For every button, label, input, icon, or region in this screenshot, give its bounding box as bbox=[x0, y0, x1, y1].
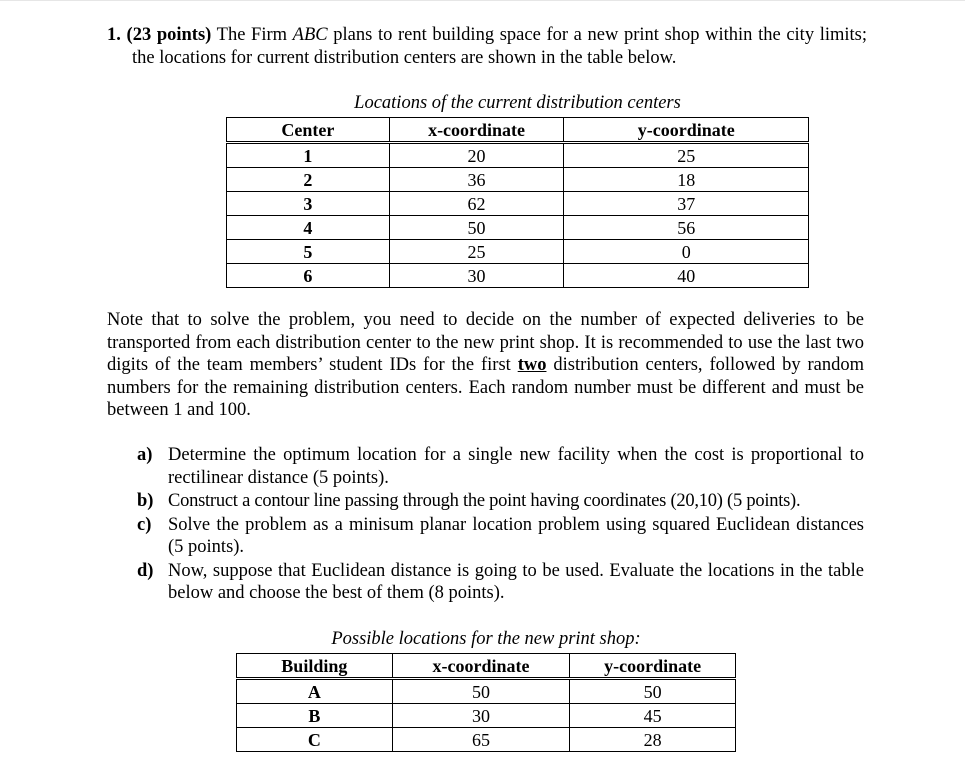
building-id: A bbox=[237, 679, 393, 704]
centers-header-y: y-coordinate bbox=[564, 118, 809, 143]
centers-table-header-row bbox=[227, 118, 809, 143]
centers-header-x: x-coordinate bbox=[389, 118, 564, 143]
list-item bbox=[137, 514, 864, 559]
question-parts bbox=[137, 444, 864, 606]
table-row bbox=[227, 168, 809, 192]
table-row bbox=[227, 216, 809, 240]
note-text-b: distribution centers, followed by random numbers for the remaining distribution centers. Each random number must be different and must be between 1 and 100. bbox=[107, 355, 864, 420]
centers-table-caption: Locations of the current distribution centers bbox=[354, 93, 681, 113]
building-x: 50 bbox=[392, 679, 570, 704]
list-item bbox=[137, 444, 864, 489]
center-y: 37 bbox=[564, 192, 809, 216]
table-row bbox=[237, 679, 736, 704]
center-id: 4 bbox=[227, 216, 390, 240]
part-text: Construct a contour line passing through the point having coordinates (20,10) (5 points). bbox=[168, 491, 801, 511]
part-label: c) bbox=[137, 514, 152, 535]
part-text: Determine the optimum location for a single new facility when the cost is proportional to rectilinear distance (5 points). bbox=[168, 445, 864, 488]
list-item bbox=[137, 560, 864, 605]
center-id: 2 bbox=[227, 168, 390, 192]
center-x: 20 bbox=[389, 143, 564, 168]
table-row bbox=[237, 728, 736, 752]
center-x: 36 bbox=[389, 168, 564, 192]
table-row bbox=[227, 264, 809, 288]
center-x: 50 bbox=[389, 216, 564, 240]
center-x: 30 bbox=[389, 264, 564, 288]
part-text: Now, suppose that Euclidean distance is going to be used. Evaluate the locations in the table below and choose the best of them (8 points). bbox=[168, 560, 864, 603]
center-y: 25 bbox=[564, 143, 809, 168]
question-intro-b: plans to rent building space for a new print shop within the city limits; the locations for current distribution centers are shown in the table below. bbox=[132, 25, 867, 68]
center-id: 1 bbox=[227, 143, 390, 168]
building-x: 65 bbox=[392, 728, 570, 752]
part-label: b) bbox=[137, 491, 154, 511]
locations-header-x: x-coordinate bbox=[392, 654, 570, 679]
locations-table bbox=[236, 653, 736, 752]
center-y: 0 bbox=[564, 240, 809, 264]
center-id: 6 bbox=[227, 264, 390, 288]
table-row bbox=[237, 704, 736, 728]
question-heading bbox=[107, 24, 867, 70]
firm-name: ABC bbox=[292, 25, 328, 45]
question-points: (23 points) bbox=[126, 25, 212, 45]
question-intro bbox=[107, 24, 867, 70]
building-y: 45 bbox=[570, 704, 736, 728]
table-row bbox=[227, 192, 809, 216]
part-text: Solve the problem as a minisum planar location problem using squared Euclidean distances (5 points). bbox=[168, 514, 864, 557]
building-id: C bbox=[237, 728, 393, 752]
locations-table-caption: Possible locations for the new print shop: bbox=[331, 629, 641, 649]
note-emphasis: two bbox=[517, 355, 547, 375]
question-number: 1. bbox=[107, 25, 121, 45]
locations-table-header-row bbox=[237, 654, 736, 679]
centers-header-center: Center bbox=[227, 118, 390, 143]
note-paragraph bbox=[107, 309, 864, 422]
center-y: 56 bbox=[564, 216, 809, 240]
part-label: a) bbox=[137, 445, 153, 465]
table-row bbox=[227, 240, 809, 264]
list-item bbox=[137, 490, 864, 513]
building-y: 50 bbox=[570, 679, 736, 704]
center-x: 62 bbox=[389, 192, 564, 216]
building-y: 28 bbox=[570, 728, 736, 752]
locations-header-y: y-coordinate bbox=[570, 654, 736, 679]
locations-header-building: Building bbox=[237, 654, 393, 679]
note-text-a: Note that to solve the problem, you need to decide on the number of expected deliveries to be transported from each distribution center to the new print shop. It is recommended to use the last two digits of the team members’ student IDs for the first bbox=[107, 310, 864, 375]
table-row bbox=[227, 143, 809, 168]
question-intro-a: The Firm bbox=[211, 25, 293, 45]
part-label: d) bbox=[137, 560, 154, 581]
center-y: 18 bbox=[564, 168, 809, 192]
center-id: 5 bbox=[227, 240, 390, 264]
building-x: 30 bbox=[392, 704, 570, 728]
center-y: 40 bbox=[564, 264, 809, 288]
top-divider bbox=[0, 0, 965, 1]
building-id: B bbox=[237, 704, 393, 728]
center-id: 3 bbox=[227, 192, 390, 216]
centers-table bbox=[226, 117, 809, 288]
center-x: 25 bbox=[389, 240, 564, 264]
